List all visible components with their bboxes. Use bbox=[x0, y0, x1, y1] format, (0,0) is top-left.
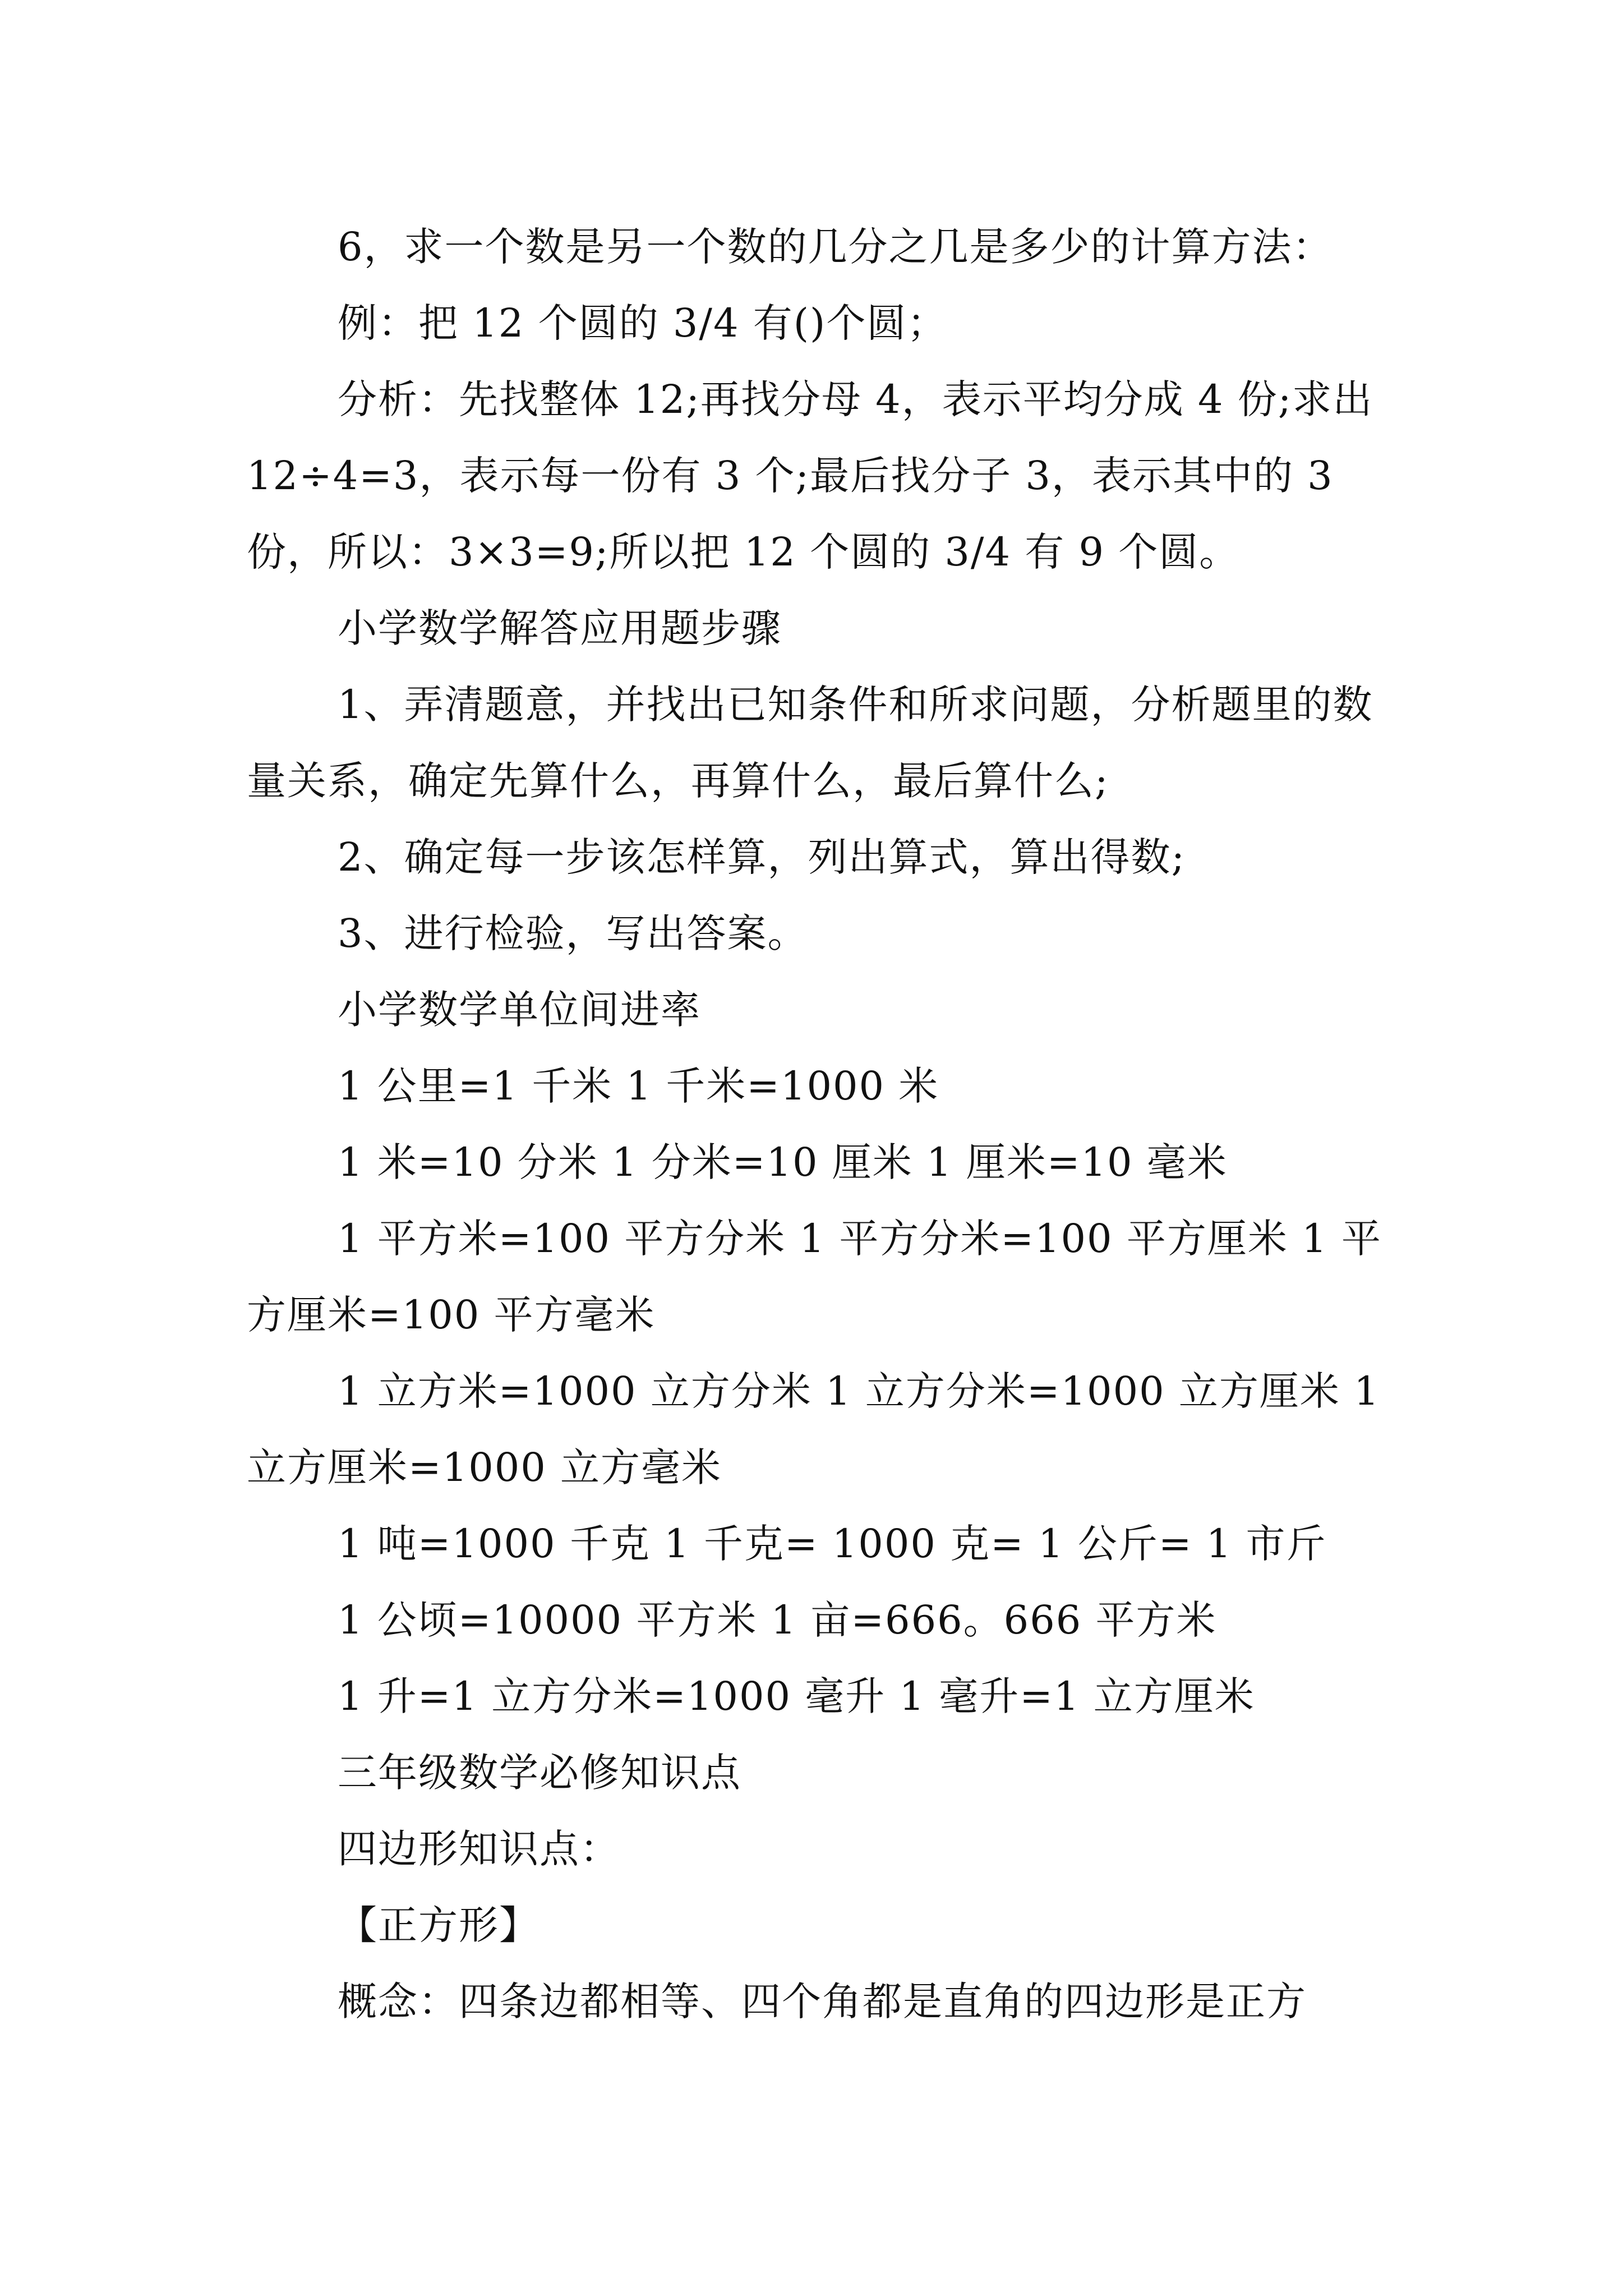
heading-word-problem-steps: 小学数学解答应用题步骤 bbox=[338, 605, 782, 651]
heading-grade3-knowledge: 三年级数学必修知识点 bbox=[338, 1750, 741, 1796]
paragraph-land-area: 1 公顷=10000 平方米 1 亩=666。666 平方米 bbox=[338, 1597, 1217, 1643]
paragraph-step-2: 2、确定每一步该怎样算，列出算式，算出得数; bbox=[338, 834, 1186, 880]
heading-square: 【正方形】 bbox=[338, 1902, 540, 1948]
paragraph-area: 1 平方米=100 平方分米 1 平方分米=100 平方厘米 1 平方厘米=100 平方毫米 bbox=[247, 1216, 1382, 1338]
paragraph-capacity: 1 升=1 立方分米=1000 毫升 1 毫升=1 立方厘米 bbox=[338, 1673, 1255, 1719]
paragraph-volume: 1 立方米=1000 立方分米 1 立方分米=1000 立方厘米 1 立方厘米=1000 立方毫米 bbox=[247, 1368, 1380, 1490]
paragraph-example: 例：把 12 个圆的 3/4 有()个圆； bbox=[338, 300, 948, 346]
paragraph-analysis: 分析：先找整体 12;再找分母 4，表示平均分成 4 份;求出 12÷4=3，表示每一份有 3 个;最后找分子 3，表示其中的 3 份，所以：3×3=9;所以把 12 个圆的 3/4 有 9 个圆。 bbox=[247, 376, 1373, 575]
paragraph-length-km: 1 公里=1 千米 1 千米=1000 米 bbox=[338, 1063, 939, 1109]
paragraph-square-concept: 概念：四条边都相等、四个角都是直角的四边形是正方 bbox=[338, 1978, 1307, 2024]
document-body bbox=[247, 209, 1391, 2040]
paragraph-weight: 1 吨=1000 千克 1 千克= 1000 克= 1 公斤= 1 市斤 bbox=[338, 1521, 1327, 1567]
paragraph-length-m: 1 米=10 分米 1 分米=10 厘米 1 厘米=10 毫米 bbox=[338, 1139, 1228, 1185]
heading-unit-conversion: 小学数学单位间进率 bbox=[338, 987, 701, 1033]
paragraph-step-3: 3、进行检验，写出答案。 bbox=[338, 910, 808, 956]
paragraph-step-1: 1、弄清题意，并找出已知条件和所求问题，分析题里的数量关系，确定先算什么，再算什么，最后算什么; bbox=[247, 682, 1373, 804]
paragraph-percent-method: 6，求一个数是另一个数的几分之几是多少的计算方法： bbox=[338, 224, 1333, 270]
heading-quadrilateral: 四边形知识点： bbox=[338, 1826, 620, 1872]
